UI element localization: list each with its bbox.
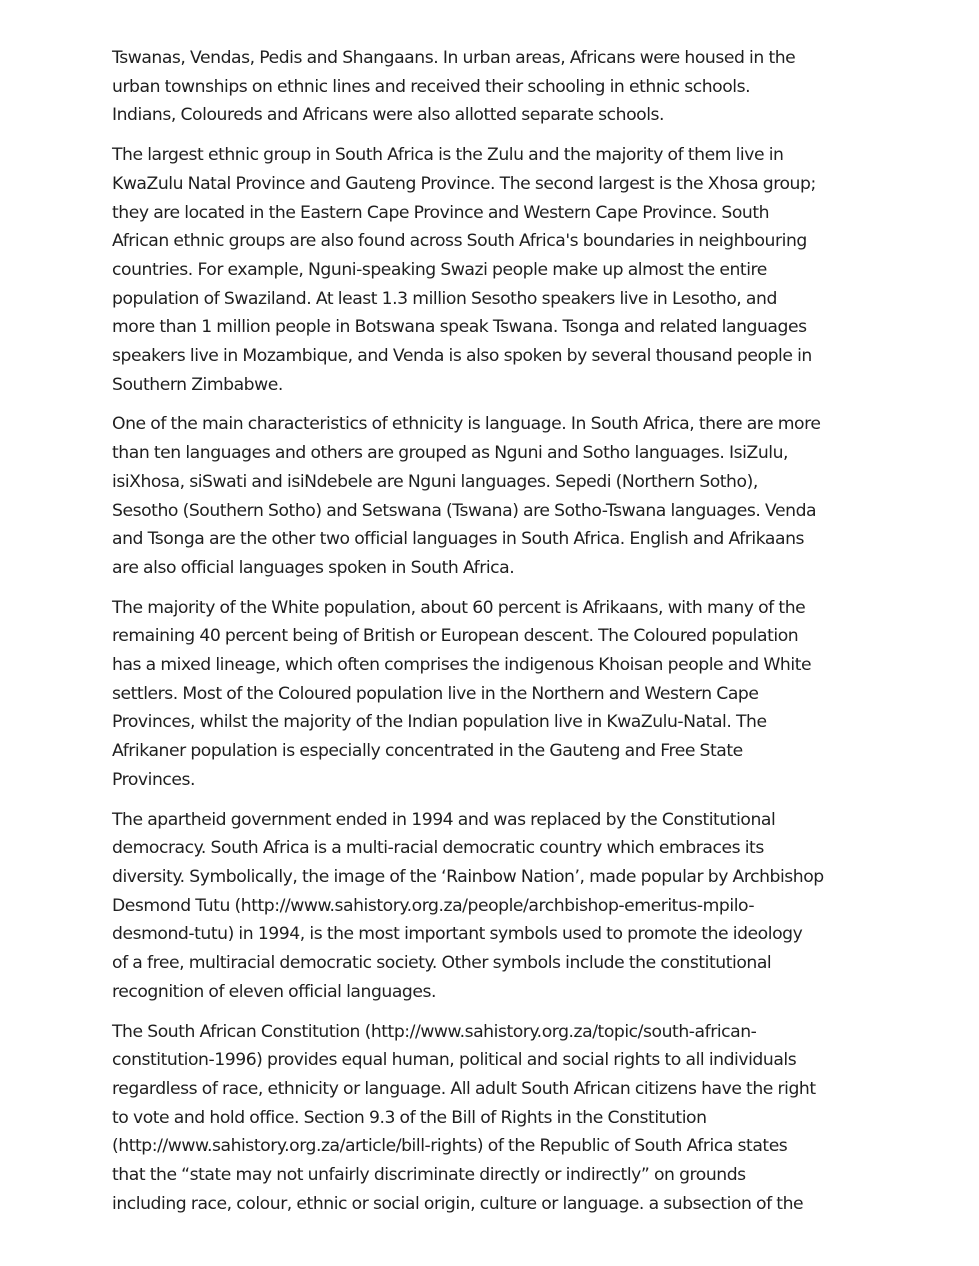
paragraph-rainbow-nation: The apartheid government ended in 1994 and was replaced by the Constitutional democracy. South Africa is a multi-racial democratic country which embraces its diversity. Symbolically, the image of the ‘Rainbow Nation’, made popular by Archbishop Desmond Tutu (http://www.sahistory.org.za/people/archbishop-emeritus-mpilo- desmond-tutu) in 1994, is the most important symbols used to promote the ideology of a free, multiracial democratic society. Other symbols include the constitutional recognition of eleven official languages. [112,809,824,1002]
document-page [112,44,868,1229]
paragraph-languages: One of the main characteristics of ethnicity is language. In South Africa, there are more than ten languages and others are grouped as Nguni and Sotho languages. IsiZulu, isiXhosa, siSwati and isiNdebele are Nguni languages. Sepedi (Northern Sotho), Sesotho (Southern Sotho) and Setswana (Tswana) are Sotho-Tswana languages. Venda and Tsonga are the other two official languages in South Africa. English and Afrikaans are also official languages spoken in South Africa. [112,414,821,578]
paragraph-white-coloured-population: The majority of the White population, about 60 percent is Afrikaans, with many of the remaining 40 percent being of British or European descent. The Coloured population has a mixed lineage, which often comprises the indigenous Khoisan people and White settlers. Most of the Coloured population live in the Northern and Western Cape Provinces, whilst the majority of the Indian population live in KwaZulu-Natal. The Afrikaner population is especially concentrated in the Gauteng and Free State Provinces. [112,597,812,790]
paragraph-schooling: Tswanas, Vendas, Pedis and Shangaans. In urban areas, Africans were housed in the urban townships on ethnic lines and received their schooling in ethnic schools. Indians, Coloureds and Africans were also allotted separate schools. [112,48,796,126]
paragraph-constitution: The South African Constitution (http://www.sahistory.org.za/topic/south-african- constitution-1996) provides equal human, political and social rights to all individuals regardless of race, ethnicity or language. All adult South African citizens have the right to vote and hold office. Section 9.3 of the Bill of Rights in the Constitution (http://www.sahistory.org.za/article/bill-rights) of the Republic of South Africa states that the “state may not unfairly discriminate directly or indirectly” on grounds including race, colour, ethnic or social origin, culture or language. a subsection of the [112,1021,816,1214]
paragraph-ethnic-groups: The largest ethnic group in South Africa is the Zulu and the majority of them live in KwaZulu Natal Province and Gauteng Province. The second largest is the Xhosa group; they are located in the Eastern Cape Province and Western Cape Province. South African ethnic groups are also found across South Africa's boundaries in neighbouring countries. For example, Nguni-speaking Swazi people make up almost the entire population of Swaziland. At least 1.3 million Sesotho speakers live in Lesotho, and more than 1 million people in Botswana speak Tswana. Tsonga and related languages speakers live in Mozambique, and Venda is also spoken by several thousand people in Southern Zimbabwe. [112,145,816,395]
